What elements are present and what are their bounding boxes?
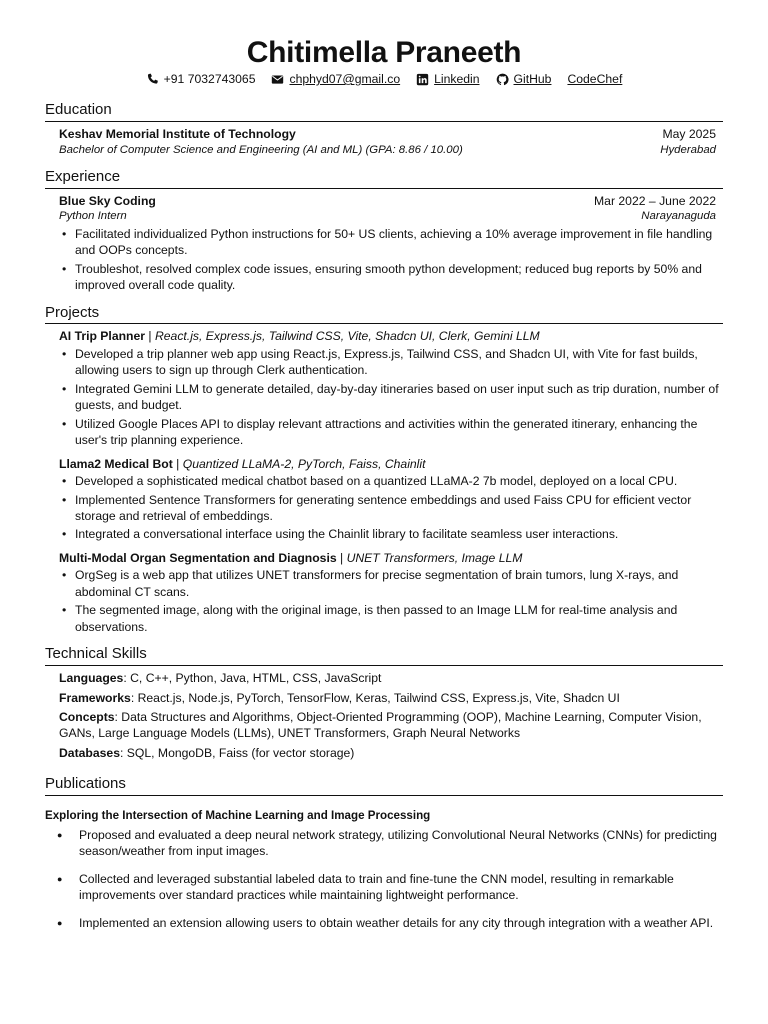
list-item: • Integrated a conversational interface using the Chainlit library to facilitate seamless user interactions. [75,526,723,542]
project-name: Llama2 Medical Bot [59,456,173,471]
job-role: Python Intern [59,210,127,223]
list-item: ● Proposed and evaluated a deep neural network strategy, utilizing Convolutional Neural Networks (CNNs) for predicting season/weather from input images. [79,827,723,860]
list-item: • Utilized Google Places API to display relevant attractions and activities within the generated itinerary, enhancing the user's trip planning experience. [75,416,723,449]
education-location: Hyderabad [660,143,716,156]
education-section [45,101,723,158]
project-name: AI Trip Planner [59,329,146,344]
list-item: • Facilitated individualized Python instructions for 50+ US clients, achieving a 10% average improvement in file handling and OOPs concepts. [75,226,723,259]
section-title-experience: Experience [45,168,723,189]
phone-icon [146,73,159,86]
company-name: Blue Sky Coding [59,193,156,208]
skill-value: : Data Structures and Algorithms, Object-Oriented Programming (OOP), Machine Learning, Computer Vision, GANs, Large Language Models (LLMs), UNET Transformers, Graph Neural Networks [59,709,702,741]
experience-row-1 [59,193,716,209]
skills-list [45,670,723,761]
project-tech: React.js, Express.js, Tailwind CSS, Vite, Shadcn UI, Clerk, Gemini LLM [154,329,540,344]
publication-bullets [45,827,723,931]
education-row-2 [59,143,716,158]
skill-label: Databases [59,745,120,760]
experience-date: Mar 2022 – June 2022 [594,193,716,208]
project-tech: Quantized LLaMA-2, PyTorch, Faiss, Chainlit [182,456,426,471]
skill-value: : C, C++, Python, Java, HTML, CSS, JavaScript [123,671,382,686]
candidate-name: Chitimella Praneeth [246,36,522,69]
contact-bar [45,71,723,87]
project-bullets [45,567,723,635]
linkedin-link[interactable]: Linkedin [434,72,480,86]
github-link[interactable]: GitHub [513,72,552,86]
project-separator: | [336,550,347,565]
project-bullets [45,346,723,449]
list-item: ● Collected and leveraged substantial labeled data to train and fine-tune the CNN model, resulting in remarkable improvements over standard practices while maintaining lightweight performance. [79,871,723,904]
list-item: • OrgSeg is a web app that utilizes UNET transformers for precise segmentation of brain tumors, lung X-rays, and abdominal CT scans. [75,567,723,600]
skills-section [45,645,723,761]
resume-page [45,36,723,942]
project-separator: | [145,329,155,344]
list-item: ● Implemented an extension allowing users to obtain weather details for any city through integration with a weather API. [79,915,723,931]
experience-bullets [45,226,723,294]
section-title-skills: Technical Skills [45,645,723,666]
list-item: • Developed a trip planner web app using React.js, Express.js, Tailwind CSS, and Shadcn UI, with Vite for fast builds, allowing users to sign up through Clerk authentication. [75,346,723,379]
phone-contact[interactable] [146,71,256,87]
project-separator: | [172,456,183,471]
skill-label: Languages [59,671,124,686]
skill-value: : React.js, Node.js, PyTorch, TensorFlow, Keras, Tailwind CSS, Express.js, Vite, Shadcn UI [130,690,620,705]
project-tech: UNET Transformers, Image LLM [346,550,523,565]
experience-location: Narayanaguda [641,210,716,223]
publication-title: Exploring the Intersection of Machine Learning and Image Processing [45,809,431,823]
codechef-link[interactable]: CodeChef [567,72,623,86]
skill-row [59,690,716,706]
skill-value: : SQL, MongoDB, Faiss (for vector storage) [119,745,355,760]
project-heading [45,328,723,344]
degree: Bachelor of Computer Science and Engineering (AI and ML) (GPA: 8.86 / 10.00) [59,143,463,156]
education-entry [45,126,723,158]
project-bullets [45,473,723,543]
education-date: May 2025 [662,127,716,142]
list-item: • Troubleshot, resolved complex code issues, ensuring smooth python development; reduced bug reports by 50% and improved overall code quality. [75,261,723,294]
skill-label: Concepts [59,709,115,724]
phone-number: +91 7032743065 [163,72,256,86]
project-heading [45,456,723,472]
list-item: • Integrated Gemini LLM to generate detailed, day-by-day itineraries based on user input such as trip duration, number of guests, and budget. [75,381,723,414]
skill-label: Frameworks [59,690,131,705]
publications-section [45,775,723,931]
github-icon [496,73,509,86]
email-contact[interactable] [271,71,400,87]
experience-entry [45,193,723,225]
project-heading [45,550,723,566]
section-title-publications: Publications [45,775,723,796]
projects-section [45,304,723,636]
section-title-projects: Projects [45,304,723,325]
education-row-1 [59,126,716,142]
skill-row [59,670,716,686]
list-item: • The segmented image, along with the original image, is then passed to an Image LLM for real-time analysis and observations. [75,602,723,635]
list-item: • Developed a sophisticated medical chatbot based on a quantized LLaMA-2 7b model, deployed on a local CPU. [75,473,723,489]
github-contact[interactable] [496,71,552,87]
project-name: Multi-Modal Organ Segmentation and Diagnosis [59,550,337,565]
experience-section [45,168,723,293]
linkedin-contact[interactable] [416,71,479,87]
institution-name: Keshav Memorial Institute of Technology [59,127,296,142]
skill-row [59,709,716,742]
codechef-contact[interactable] [567,71,622,87]
envelope-icon [271,73,284,86]
experience-row-2 [59,209,716,224]
list-item: • Implemented Sentence Transformers for generating sentence embeddings and used Faiss CPU for efficient vector storage and retrieval of embeddings. [75,492,723,525]
section-title-education: Education [45,101,723,122]
skill-row [59,745,716,761]
email-link[interactable]: chphyd07@gmail.co [289,72,401,86]
linkedin-icon [416,73,429,86]
